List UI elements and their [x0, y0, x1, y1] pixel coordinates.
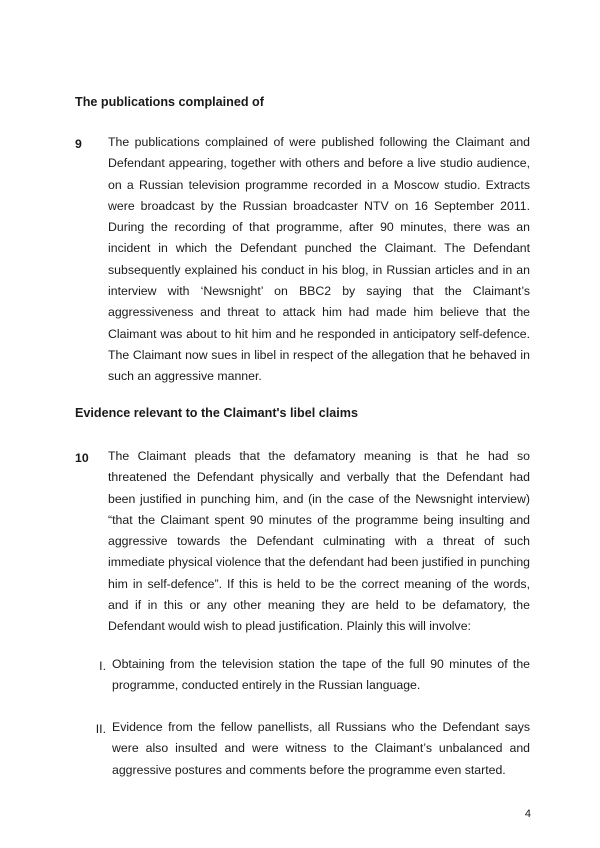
- page-number: 4: [524, 808, 531, 820]
- section-heading-publications: The publications complained of: [75, 95, 264, 109]
- paragraph-number-9: 9: [75, 137, 82, 151]
- paragraph-number-10: 10: [75, 451, 89, 465]
- paragraph-9-text: The publications complained of were published following the Claimant and Defendant appearing, together with others and before a live studio audience, on a Russian television programme recorded in a Moscow studio. Extracts were broadcast by the Russian broadcaster NTV on 16 September 2011. During the recording of that programme, after 90 minutes, there was an incident in which the Defendant punched the Claimant. The Defendant subsequently explained his conduct in his blog, in Russian articles and in an interview with ‘Newsnight’ on BBC2 by saying that the Claimant’s aggressiveness and threat to attack him had made him believe that the Claimant was about to hit him and he responded in anticipatory self-defence. The Claimant now sues in libel in respect of the allegation that he behaved in such an aggressive manner.: [108, 135, 530, 384]
- subitem-1-text: Obtaining from the television station the tape of the full 90 minutes of the programme, conducted entirely in the Russian language.: [112, 657, 530, 693]
- subitem-number-2: II.: [95, 722, 106, 736]
- subitem-number-1: I.: [99, 659, 106, 673]
- subitem-2-text: Evidence from the fellow panellists, all Russians who the Defendant says were also insulted and were witness to the Claimant’s unbalanced and aggressive postures and comments before the programme even started.: [112, 720, 530, 777]
- section-heading-evidence: Evidence relevant to the Claimant's libel claims: [75, 406, 358, 420]
- paragraph-10-text: The Claimant pleads that the defamatory meaning is that he had so threatened the Defendant physically and verbally that the Defendant had been justified in punching him, and (in the case of the Newsnight interview) “that the Claimant spent 90 minutes of the programme being insulting and aggressive towards the Defendant culminating with a threat of such immediate physical violence that the defendant had been justified in punching him in self-defence”. If this is held to be the correct meaning of the words, and if in this or any other meaning they are held to be defamatory, the Defendant would wish to plead justification. Plainly this will involve:: [108, 449, 530, 634]
